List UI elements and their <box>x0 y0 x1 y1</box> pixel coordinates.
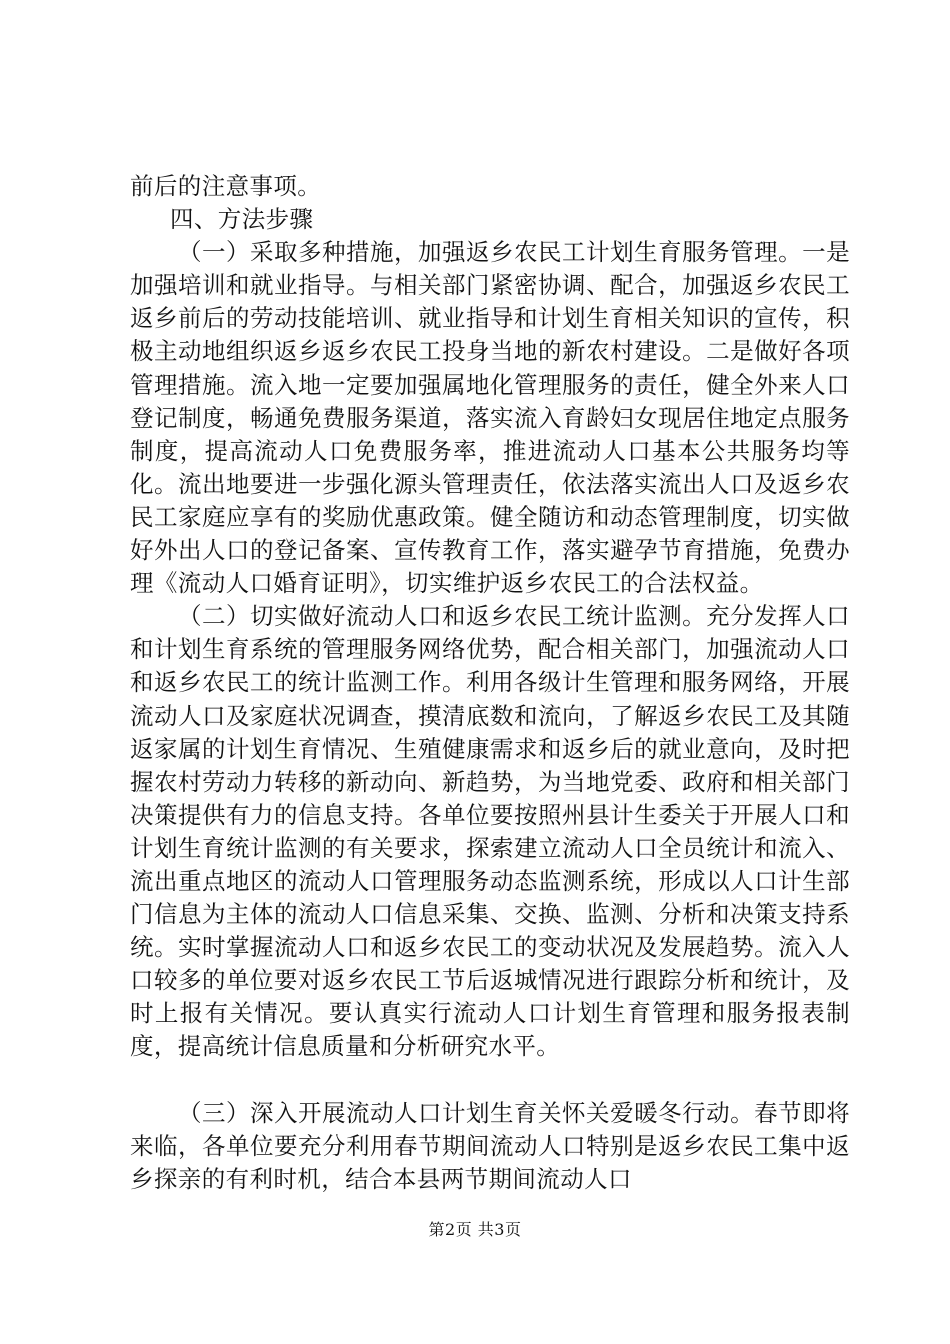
document-body <box>130 170 850 1196</box>
paragraph-measures: （一）采取多种措施，加强返乡农民工计划生育服务管理。一是加强培训和就业指导。与相关部门紧密协调、配合，加强返乡农民工返乡前后的劳动技能培训、就业指导和计划生育相关知识的宣传，积极主动地组织返乡返乡农民工投身当地的新农村建设。二是做好各项管理措施。流入地一定要加强属地化管理服务的责任，健全外来人口登记制度，畅通免费服务渠道，落实流入育龄妇女现居住地定点服务制度，提高流动人口免费服务率，推进流动人口基本公共服务均等化。流出地要进一步强化源头管理责任，依法落实流出人口及返乡农民工家庭应享有的奖励优惠政策。健全随访和动态管理制度，切实做好外出人口的登记备案、宣传教育工作，落实避孕节育措施，免费办理《流动人口婚育证明》，切实维护返乡农民工的合法权益。 <box>130 238 850 598</box>
paragraph-spacer <box>130 1064 850 1097</box>
paragraph-statistics: （二）切实做好流动人口和返乡农民工统计监测。充分发挥人口和计划生育系统的管理服务网络优势，配合相关部门，加强流动人口和返乡农民工的统计监测工作。利用各级计生管理和服务网络，开展流动人口及家庭状况调查，摸清底数和流向，了解返乡农民工及其随返家属的计划生育情况、生殖健康需求和返乡后的就业意向，及时把握农村劳动力转移的新动向、新趋势，为当地党委、政府和相关部门决策提供有力的信息支持。各单位要按照州县计生委关于开展人口和计划生育统计监测的有关要求，探索建立流动人口全员统计和流入、流出重点地区的流动人口管理服务动态监测系统，形成以人口计生部门信息为主体的流动人口信息采集、交换、监测、分析和决策支持系统。实时掌握流动人口和返乡农民工的变动状况及发展趋势。流入人口较多的单位要对返乡农民工节后返城情况进行跟踪分析和统计，及时上报有关情况。要认真实行流动人口计划生育管理和服务报表制度，提高统计信息质量和分析研究水平。 <box>130 602 850 1061</box>
paragraph-continuation: 前后的注意事项。 <box>130 172 322 200</box>
section-heading: 四、方法步骤 <box>170 205 314 234</box>
paragraph-winter-action: （三）深入开展流动人口计划生育关怀关爱暖冬行动。春节即将来临，各单位要充分利用春节期间流动人口特别是返乡农民工集中返乡探亲的有利时机，结合本县两节期间流动人口 <box>130 1098 850 1193</box>
page-number-footer: 第2页 共3页 <box>428 1220 522 1239</box>
